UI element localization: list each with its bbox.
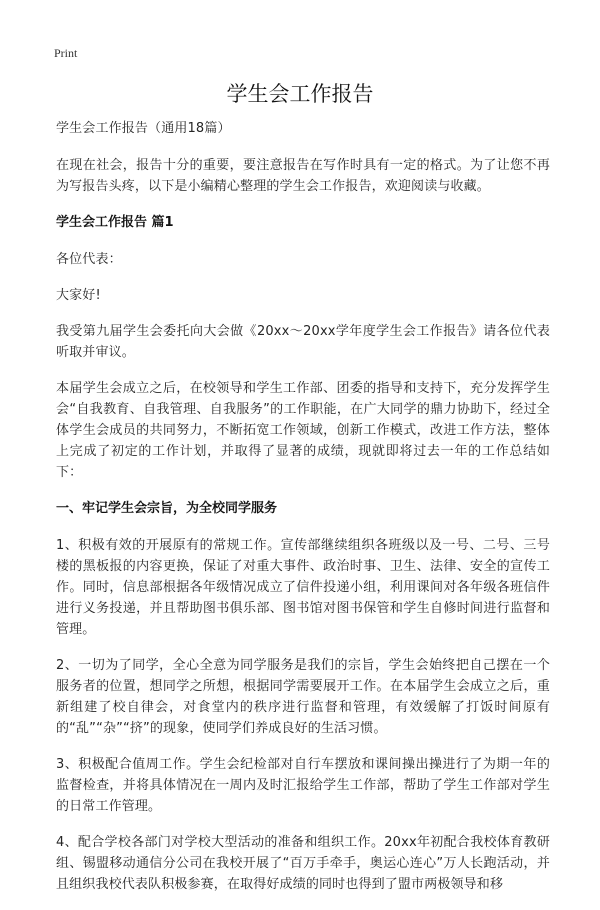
list-item: 1、积极有效的开展原有的常规工作。宣传部继续组织各班级以及一号、二号、三号楼的黑板报的内容更换，保证了对重大事件、政治时事、卫生、法律、安全的宣传工作。同时，信息部根据各年级情况成立了信件投递小组，利用课间对各年级各班信件进行义务投递，并且帮助图书俱乐部、图书馆对图书保管和学生自修时间进行监督和管理。 <box>56 538 550 637</box>
summary-paragraph: 本届学生会成立之后，在校领导和学生工作部、团委的指导和支持下，充分发挥学生会“自我教育、自我管理、自我服务”的工作职能，在广大同学的鼎力协助下，经过全体学生会成员的共同努力，不断拓宽工作领域，创新工作模式，改进工作方法，整体上完成了初定的工作计划，并取得了显著的成绩，现就即将过去一年的工作总结如下： <box>56 381 550 480</box>
print-link[interactable]: Print <box>54 46 78 60</box>
section-heading: 学生会工作报告 篇1 <box>56 215 174 230</box>
subheading-purpose: 一、牢记学生会宗旨，为全校同学服务 <box>56 501 278 516</box>
report-intro-paragraph: 我受第九届学生会委托向大会做《20xx～20xx学年度学生会工作报告》请各位代表听取并审议。 <box>56 324 550 360</box>
intro-paragraph: 在现在社会，报告十分的重要，要注意报告在写作时具有一定的格式。为了让您不再为写报告头疼，以下是小编精心整理的学生会工作报告，欢迎阅读与收藏。 <box>56 158 550 194</box>
salutation: 各位代表： <box>56 252 122 267</box>
list-item: 2、一切为了同学，全心全意为同学服务是我们的宗旨，学生会始终把自己摆在一个服务者的位置，想同学之所想，根据同学需要展开工作。在本届学生会成立之后，重新组建了校自律会，对食堂内的秩序进行监督和管理，有效缓解了打饭时间原有的“乱”“杂”“挤”的现象，使同学们养成良好的生活习惯。 <box>56 658 550 736</box>
greeting: 大家好! <box>56 288 101 303</box>
article-body <box>56 118 550 910</box>
list-item: 3、积极配合值周工作。学生会纪检部对自行车摆放和课间操出操进行了为期一年的监督检查，并将具体情况在一周内及时汇报给学生工作部，帮助了学生工作部对学生的日常工作管理。 <box>56 757 550 814</box>
page-title: 学生会工作报告 <box>226 82 374 106</box>
list-item: 4、配合学校各部门对学校大型活动的准备和组织工作。20xx年初配合我校体育教研组、锡盟移动通信分公司在我校开展了“百万手牵手，奥运心连心”万人长跑活动，并且组织我校代表队积极参赛，在取得好成绩的同时也得到了盟市两极领导和移 <box>56 835 550 892</box>
document-subtitle: 学生会工作报告（通用18篇） <box>56 121 231 136</box>
